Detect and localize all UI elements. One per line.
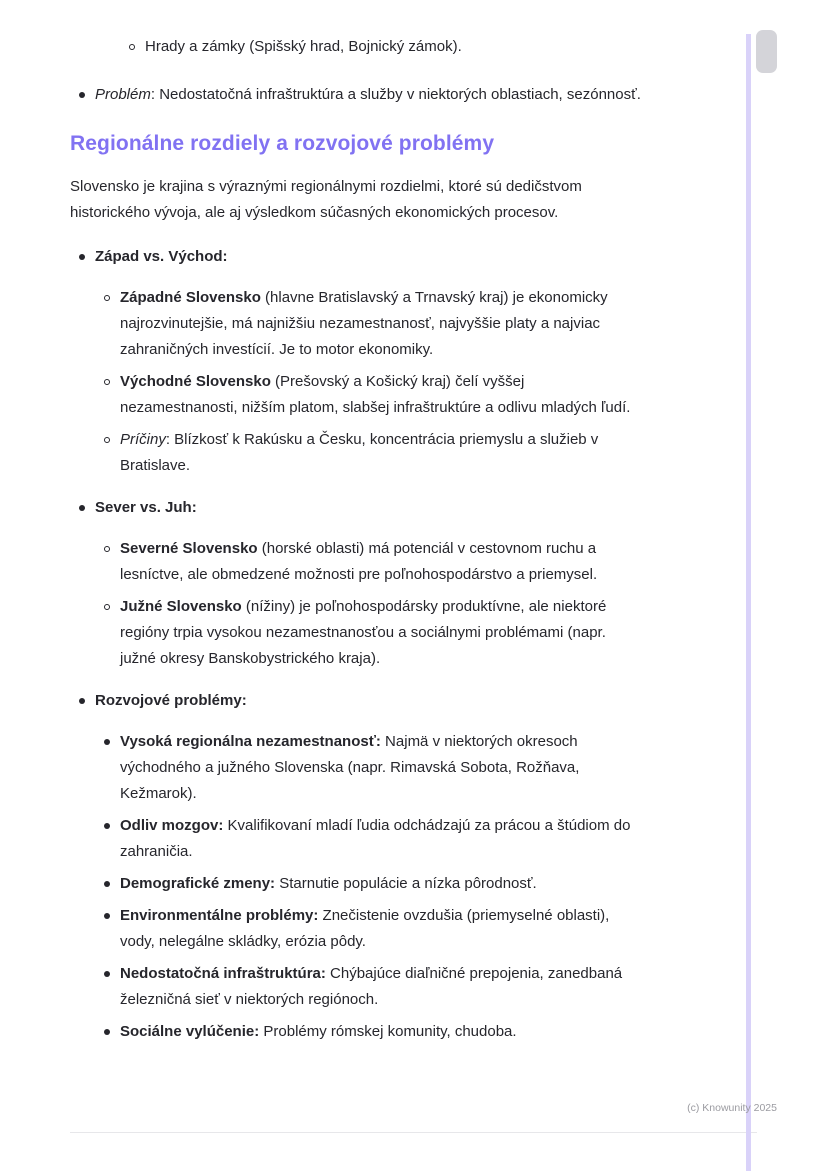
bullet-circle-icon — [104, 437, 110, 443]
list-item — [70, 285, 645, 363]
list-item-text — [120, 540, 597, 583]
text-segment: Hrady a zámky (Spišský hrad, Bojnický zámok). — [145, 38, 462, 55]
list-item-text — [95, 499, 197, 516]
text-segment: Príčiny — [120, 431, 166, 448]
bullet-disc-icon — [79, 698, 85, 704]
text-segment: Znečistenie ovzdušia (priemyselné oblasti), vody, nelegálne skládky, erózia pôdy. — [120, 907, 610, 950]
bullet-circle-icon — [104, 379, 110, 385]
list-item-text — [95, 248, 228, 265]
list-item-text — [120, 733, 579, 802]
bullet-disc-icon — [79, 254, 85, 260]
bullet-circle-icon — [104, 295, 110, 301]
text-segment: Južné Slovensko — [120, 598, 242, 615]
text-segment: Kvalifikovaní mladí ľudia odchádzajú za prácou a štúdiom do zahraničia. — [120, 817, 631, 860]
text-segment: Západ vs. Východ: — [95, 248, 228, 265]
bullet-circle-icon — [104, 546, 110, 552]
text-segment: Sociálne vylúčenie: — [120, 1023, 260, 1040]
list-item-text — [120, 907, 609, 950]
text-segment: (nížiny) je poľnohospodársky produktívne, ale niektoré regióny trpia vysokou nezamestnanosťou a sociálnymi problémami (napr. južné okresy Banskobystrického kraja). — [120, 598, 607, 667]
text-segment: Rozvojové problémy: — [95, 692, 247, 709]
text-segment: Starnutie populácie a nízka pôrodnosť. — [275, 875, 537, 892]
list-item-text — [120, 431, 598, 474]
list-item-text — [95, 86, 641, 103]
list-item — [70, 82, 645, 108]
text-segment: : Blízkosť k Rakúsku a Česku, koncentrácia priemyslu a služieb v Bratislave. — [120, 431, 599, 474]
list-item — [70, 688, 645, 714]
list-item — [70, 903, 645, 955]
bullet-disc-icon — [104, 881, 110, 887]
list-item-text — [120, 875, 537, 892]
paragraph — [70, 174, 645, 226]
list-item-text — [120, 817, 630, 860]
bullet-disc-icon — [104, 823, 110, 829]
bullet-disc-icon — [79, 92, 85, 98]
list-item — [70, 427, 645, 479]
text-segment: Chýbajúce diaľničné prepojenia, zanedbaná železničná sieť v niektorých regiónoch. — [120, 965, 623, 1008]
page-edge-highlight-bar — [746, 34, 751, 1171]
list-item — [70, 961, 645, 1013]
bullet-disc-icon — [104, 1029, 110, 1035]
bullet-list — [70, 34, 645, 108]
text-segment: Sever vs. Juh: — [95, 499, 197, 516]
list-item — [70, 1019, 645, 1045]
bullet-disc-icon — [79, 505, 85, 511]
list-item-text — [120, 1023, 517, 1040]
list-item — [70, 244, 645, 270]
text-segment: Nedostatočná infraštruktúra: — [120, 965, 326, 982]
text-segment: Slovensko je krajina s výraznými regionálnymi rozdielmi, ktoré sú dedičstvom historického vývoja, ale aj výsledkom súčasných ekonomických procesov. — [70, 178, 582, 221]
bullet-disc-icon — [104, 739, 110, 745]
text-segment: Odliv mozgov: — [120, 817, 224, 834]
copyright-footer: (c) Knowunity 2025 — [687, 1102, 777, 1114]
list-item — [70, 495, 645, 521]
list-item — [70, 369, 645, 421]
bullet-circle-icon — [129, 44, 135, 50]
text-segment: Environmentálne problémy: — [120, 907, 319, 924]
text-segment: (hlavne Bratislavský a Trnavský kraj) je ekonomicky najrozvinutejšie, má najnižšiu nezamestnanosť, najvyššie platy a najviac zahraničných investícií. Je to motor ekonomiky. — [120, 289, 608, 358]
text-segment: Východné Slovensko — [120, 373, 271, 390]
list-item — [70, 729, 645, 807]
scrollbar-thumb[interactable] — [756, 30, 777, 73]
list-item — [70, 536, 645, 588]
text-segment: Problémy rómskej komunity, chudoba. — [259, 1023, 517, 1040]
list-item-text — [95, 692, 247, 709]
page-bottom-divider — [70, 1132, 757, 1133]
bullet-disc-icon — [104, 971, 110, 977]
text-segment: Severné Slovensko — [120, 540, 258, 557]
text-segment: Vysoká regionálna nezamestnanosť: — [120, 733, 381, 750]
text-segment: Najmä v niektorých okresoch východného a južného Slovenska (napr. Rimavská Sobota, Rožňava, Kežmarok). — [120, 733, 580, 802]
document-content — [70, 0, 645, 1045]
text-segment: (horské oblasti) má potenciál v cestovnom ruchu a lesníctve, ale obmedzené možnosti pre poľnohospodárstvo a priemysel. — [120, 540, 598, 583]
list-item-text — [120, 289, 608, 358]
text-segment: Západné Slovensko — [120, 289, 261, 306]
list-item-text — [120, 598, 606, 667]
bullet-list — [70, 244, 645, 1045]
list-item — [70, 594, 645, 672]
list-item-text — [145, 38, 462, 55]
list-item — [70, 871, 645, 897]
list-item-text — [120, 965, 622, 1008]
list-item-text — [120, 373, 630, 416]
bullet-disc-icon — [104, 913, 110, 919]
text-segment: (Prešovský a Košický kraj) čelí vyššej nezamestnanosti, nižším platom, slabšej infraštruktúre a odlivu mladých ľudí. — [120, 373, 631, 416]
text-segment: Demografické zmeny: — [120, 875, 276, 892]
list-item — [70, 813, 645, 865]
list-item — [70, 34, 645, 60]
bullet-circle-icon — [104, 604, 110, 610]
text-segment: : Nedostatočná infraštruktúra a služby v niektorých oblastiach, sezónnosť. — [150, 86, 641, 103]
section-heading: Regionálne rozdiely a rozvojové problémy — [70, 132, 495, 155]
text-segment: Problém — [95, 86, 151, 103]
